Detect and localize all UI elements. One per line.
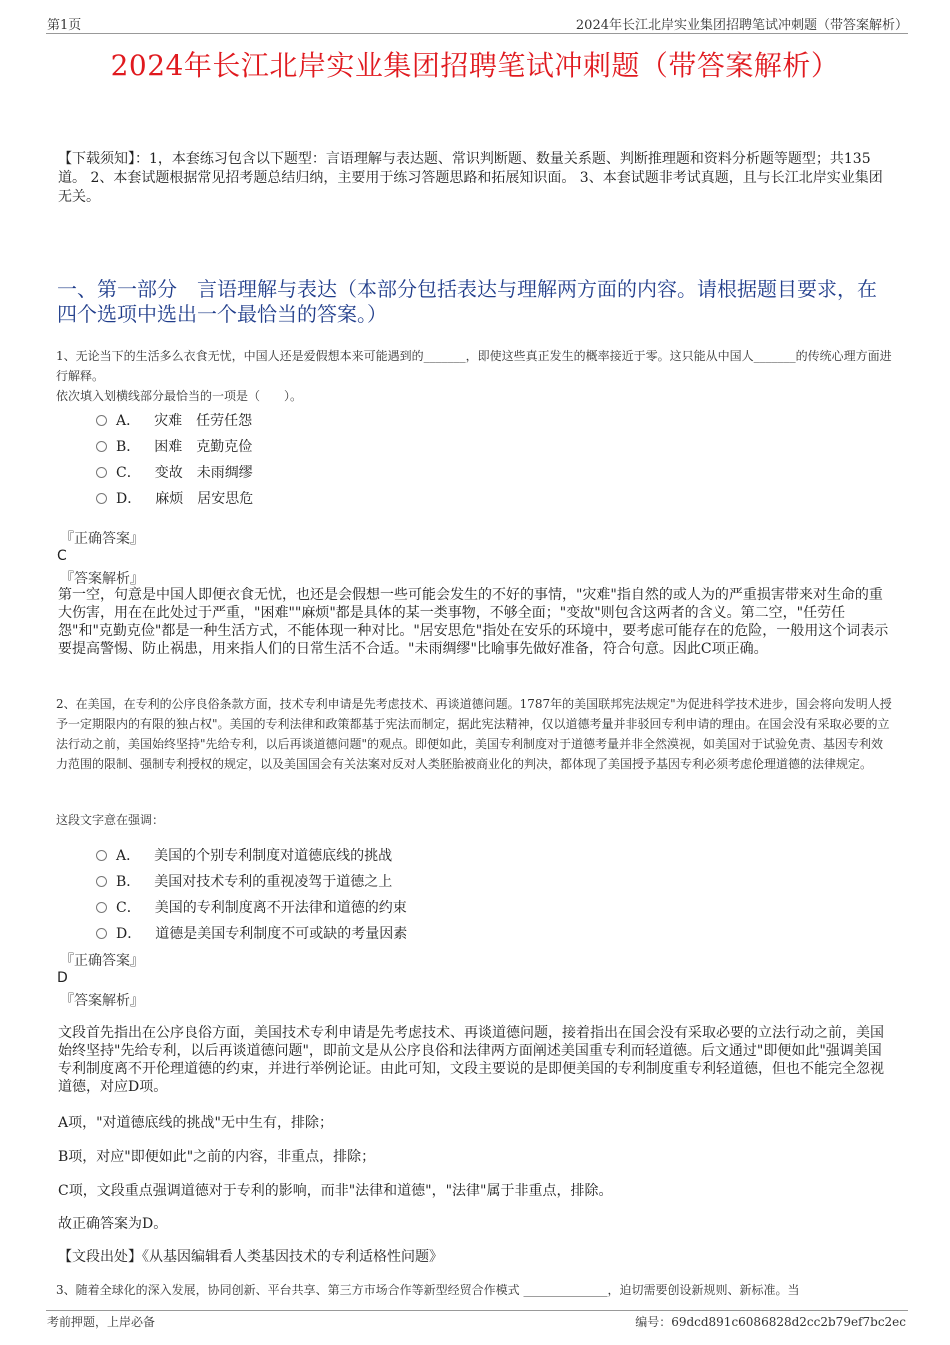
option-letter: C． <box>116 900 141 916</box>
option-letter: A． <box>116 413 141 429</box>
radio-icon[interactable] <box>96 493 107 504</box>
footer-slogan: 考前押题，上岸必备 <box>47 1315 156 1329</box>
radio-icon[interactable] <box>96 876 107 887</box>
question-2-answer-label: 『正确答案』 <box>60 953 144 969</box>
radio-icon[interactable] <box>96 850 107 861</box>
footer-code: 编号：69dcd891c6086828d2cc2b79ef7bc2ec <box>635 1315 906 1329</box>
option-letter: D． <box>116 926 142 942</box>
question-1-analysis-label: 『答案解析』 <box>60 571 144 587</box>
question-1-analysis: 第一空，句意是中国人即便衣食无忧，也还是会假想一些可能会发生的不好的事情，"灾难"指自然的或人为的严重损害带来对生命的重大伤害，用在在此处过于严重，"困难""麻烦"都是具体的某一类事物，不够全面；"变故"则包含这两者的含义。第二空，"任劳任怨"和"克勤克俭"都是一种生活方式，不能体现一种对比。"居安思危"指处在安乐的环境中，要考虑可能存在的危险，一般用这个词表示要提高警惕、防止祸患，用来指人们的日常生活不合适。"未雨绸缪"比喻事先做好准备，符合句意。因此C项正确。 <box>58 587 889 657</box>
question-1-option-b[interactable] <box>96 436 252 456</box>
question-1-answer: C <box>57 548 67 564</box>
radio-icon[interactable] <box>96 467 107 478</box>
option-text: 困难 克勤克俭 <box>154 439 253 455</box>
question-2-analysis-label: 『答案解析』 <box>60 993 144 1009</box>
question-2-option-d[interactable] <box>96 923 407 943</box>
option-letter: B． <box>116 874 141 890</box>
question-1-option-d[interactable] <box>96 488 253 508</box>
question-1-option-a[interactable] <box>96 410 252 430</box>
option-letter: C． <box>116 465 141 481</box>
question-1-answer-label: 『正确答案』 <box>60 531 144 547</box>
question-2-conclusion: 故正确答案为D。 <box>58 1216 168 1232</box>
option-text: 美国对技术专利的重视凌驾于道德之上 <box>154 874 393 890</box>
option-text: 变故 未雨绸缪 <box>154 465 253 481</box>
question-2-analysis: 文段首先指出在公序良俗方面，美国技术专利申请是先考虑技术、再谈道德问题，接着指出在国会没有采取必要的立法行动之前，美国始终坚持"先给专利，以后再谈道德问题"，即前文是从公序良俗和法律两方面阐述美国重专利而轻道德。后文通过"即便如此"强调美国专利制度离不开伦理道德的约束，并进行举例论证。由此可知，文段主要说的是即便美国的专利制度重专利轻道德，但也不能完全忽视道德，对应D项。 <box>58 1025 884 1095</box>
question-2-answer: D <box>57 970 68 986</box>
radio-icon[interactable] <box>96 928 107 939</box>
question-1-option-c[interactable] <box>96 462 253 482</box>
option-text: 道德是美国专利制度不可或缺的考量因素 <box>155 926 408 942</box>
question-1-stem: 1、无论当下的生活多么衣食无忧，中国人还是爱假想本来可能遇到的_______，即使这些真正发生的概率接近于零。这只能从中国人_______的传统心理方面进行解释。 <box>56 349 892 383</box>
option-text: 灾难 任劳任怨 <box>154 413 253 429</box>
option-letter: A． <box>116 848 141 864</box>
option-letter: B． <box>116 439 141 455</box>
question-2-option-c[interactable] <box>96 897 407 917</box>
option-text: 美国的专利制度离不开法律和道德的约束 <box>154 900 407 916</box>
header-doc-title: 2024年长江北岸实业集团招聘笔试冲刺题（带答案解析） <box>575 18 908 33</box>
question-3-stem: 3、随着全球化的深入发展，协同创新、平台共享、第三方市场合作等新型经贸合作模式 ______________，迫切需要创设新规则、新标准。当 <box>56 1283 800 1297</box>
question-1-prompt: 依次填入划横线部分最恰当的一项是（ ）。 <box>56 389 303 403</box>
radio-icon[interactable] <box>96 902 107 913</box>
option-text: 麻烦 居安思危 <box>155 491 254 507</box>
radio-icon[interactable] <box>96 441 107 452</box>
question-2-stem: 2、在美国，在专利的公序良俗条款方面，技术专利申请是先考虑技术、再谈道德问题。1787年的美国联邦宪法规定"为促进科学技术进步，国会将向发明人授予一定期限内的有限的独占权"。美国的专利法律和政策都基于宪法而制定，据此宪法精神，仅以道德考量并非驳回专利申请的理由。在国会没有采取必要的立法行动之前，美国始终坚持"先给专利，以后再谈道德问题"的观点。即便如此，美国专利制度对于道德考量并非全然漠视，如美国对于试验免责、基因专利效力范围的限制、强制专利授权的规定，以及美国国会有关法案对反对人类胚胎被商业化的判决，都体现了美国授予基因专利必须考虑伦理道德的法律规定。 <box>56 697 892 771</box>
question-2-option-b[interactable] <box>96 871 392 891</box>
question-2-analysis-b: B项，对应"即便如此"之前的内容，非重点，排除； <box>58 1149 376 1165</box>
question-2-analysis-c: C项，文段重点强调道德对于专利的影响，而非"法律和道德"，"法律"属于非重点，排除。 <box>58 1183 613 1199</box>
header-page-number: 第1页 <box>47 18 82 33</box>
header-divider <box>46 33 908 34</box>
footer-divider <box>46 1310 908 1311</box>
download-notice: 【下载须知】：1，本套练习包含以下题型：言语理解与表达题、常识判断题、数量关系题、判断推理题和资料分析题等题型；共135道。 2、本套试题根据常见招考题总结归纳，主要用于练习答题思路和拓展知识面。 3、本套试题非考试真题，且与长江北岸实业集团无关。 <box>58 151 883 205</box>
question-2-prompt: 这段文字意在强调： <box>56 813 165 827</box>
option-text: 美国的个别专利制度对道德底线的挑战 <box>154 848 393 864</box>
option-letter: D． <box>116 491 142 507</box>
question-2-analysis-a: A项，"对道德底线的挑战"无中生有，排除； <box>58 1115 333 1131</box>
question-2-source: 【文段出处】《从基因编辑看人类基因技术的专利适格性问题》 <box>58 1249 443 1265</box>
page-title: 2024年长江北岸实业集团招聘笔试冲刺题（带答案解析） <box>110 49 840 82</box>
section-heading: 一、第一部分 言语理解与表达（本部分包括表达与理解两方面的内容。请根据题目要求，在四个选项中选出一个最恰当的答案。） <box>57 277 877 326</box>
radio-icon[interactable] <box>96 415 107 426</box>
question-2-option-a[interactable] <box>96 845 392 865</box>
